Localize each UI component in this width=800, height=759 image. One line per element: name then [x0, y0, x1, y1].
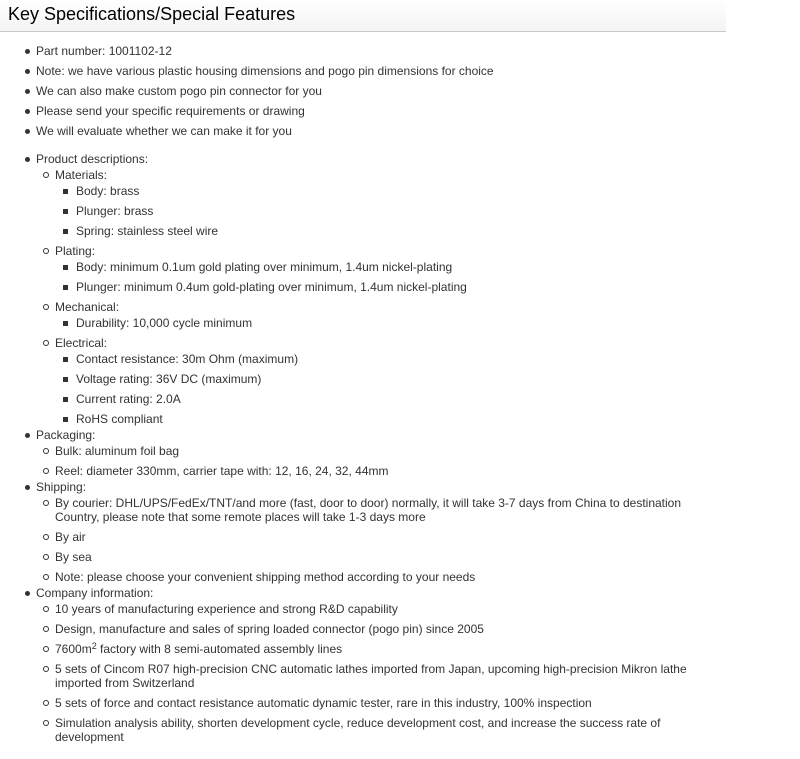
shipping-label: Shipping:: [36, 480, 87, 494]
shipping: [0, 480, 726, 584]
list-item: We can also make custom pogo pin connector for you: [0, 84, 726, 98]
list-item: Current rating: 2.0A: [55, 392, 726, 406]
list-item: Body: brass: [55, 184, 726, 198]
product-descriptions: [0, 152, 726, 426]
list-item: By courier: DHL/UPS/FedEx/TNT/and more (fast, door to door) normally, it will take 3-7 days from China to destination Country, please note that some remote places will take 1-3 days more: [36, 496, 726, 524]
list-item: Durability: 10,000 cycle minimum: [55, 316, 726, 330]
list-item: Reel: diameter 330mm, carrier tape with: 12, 16, 24, 32, 44mm: [36, 464, 726, 478]
list-item: 5 sets of force and contact resistance automatic dynamic tester, rare in this industry, 100% inspection: [36, 696, 726, 710]
company-information: [0, 586, 726, 744]
list-item: Please send your specific requirements or drawing: [0, 104, 726, 118]
list-item: Design, manufacture and sales of spring loaded connector (pogo pin) since 2005: [36, 622, 726, 636]
list-item: RoHS compliant: [55, 412, 726, 426]
list-item: By sea: [36, 550, 726, 564]
details-list: [0, 152, 726, 744]
electrical-group: [36, 336, 726, 426]
mechanical-group: [36, 300, 726, 330]
list-item: Note: please choose your convenient shipping method according to your needs: [36, 570, 726, 584]
spec-content: [0, 44, 726, 746]
list-item: Plunger: minimum 0.4um gold-plating over minimum, 1.4um nickel-plating: [55, 280, 726, 294]
list-item: Part number: 1001102-12: [0, 44, 726, 58]
list-item: 5 sets of Cincom R07 high-precision CNC automatic lathes imported from Japan, upcoming high-precision Mikron lathe imported from Switzerland: [36, 662, 726, 690]
list-item: Contact resistance: 30m Ohm (maximum): [55, 352, 726, 366]
materials-group: [36, 168, 726, 238]
packaging: [0, 428, 726, 478]
list-item: Simulation analysis ability, shorten development cycle, reduce development cost, and increase the success rate of development: [36, 716, 726, 744]
product-label: Product descriptions:: [36, 152, 149, 166]
list-item: Body: minimum 0.1um gold plating over minimum, 1.4um nickel-plating: [55, 260, 726, 274]
list-item: Plunger: brass: [55, 204, 726, 218]
section-header: [0, 0, 726, 32]
factory-area-superscript: 2: [91, 641, 97, 651]
packaging-label: Packaging:: [36, 428, 96, 442]
intro-list: [0, 44, 726, 138]
plating-label: Plating:: [55, 244, 96, 258]
plating-group: [36, 244, 726, 294]
list-item: Note: we have various plastic housing dimensions and pogo pin dimensions for choice: [0, 64, 726, 78]
section-title: Key Specifications/Special Features: [8, 4, 296, 24]
factory-lines: factory with 8 semi-automated assembly lines: [96, 642, 343, 656]
list-item: 10 years of manufacturing experience and strong R&D capability: [36, 602, 726, 616]
materials-label: Materials:: [55, 168, 108, 182]
list-item: Voltage rating: 36V DC (maximum): [55, 372, 726, 386]
list-item: Bulk: aluminum foil bag: [36, 444, 726, 458]
factory-area: 7600m: [55, 642, 92, 656]
factory-item: [36, 642, 726, 656]
list-item: We will evaluate whether we can make it for you: [0, 124, 726, 138]
company-label: Company information:: [36, 586, 154, 600]
mechanical-label: Mechanical:: [55, 300, 120, 314]
electrical-label: Electrical:: [55, 336, 108, 350]
list-item: By air: [36, 530, 726, 544]
list-item: Spring: stainless steel wire: [55, 224, 726, 238]
